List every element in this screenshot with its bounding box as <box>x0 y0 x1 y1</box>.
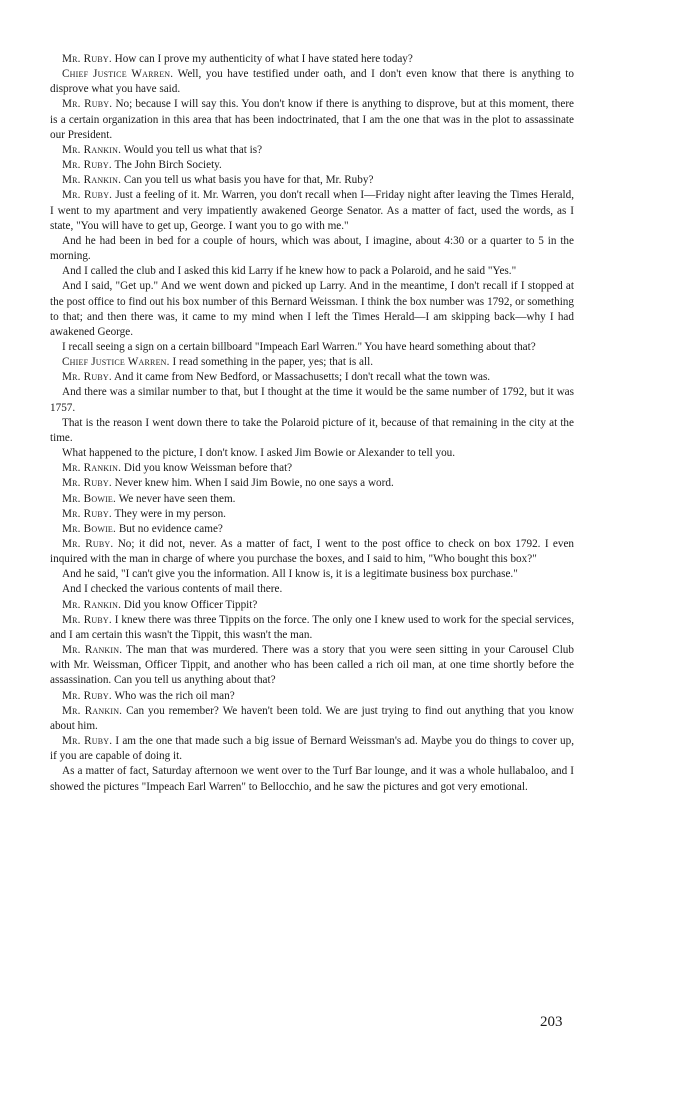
paragraph-text: Who was the rich oil man? <box>114 689 235 702</box>
testimony-paragraph <box>50 643 574 688</box>
testimony-paragraph <box>50 52 574 67</box>
paragraph-text: They were in my person. <box>114 507 226 520</box>
testimony-paragraph <box>50 67 574 97</box>
paragraph-text: Just a feeling of it. Mr. Warren, you don't recall when I—Friday night after leaving the Times Herald, I went to my apartment and very impatiently awakened George Senator. As a matter of fact, used the words, as I state, "You will have to get up, George. I want you to go with me." <box>50 189 575 232</box>
testimony-paragraph <box>50 461 574 476</box>
paragraph-text: Never knew him. When I said Jim Bowie, no one says a word. <box>114 477 394 490</box>
testimony-paragraph <box>50 522 574 537</box>
paragraph-text: As a matter of fact, Saturday afternoon we went over to the Turf Bar lounge, and it was a whole hullabaloo, and I showed the pictures "Impeach Earl Warren" to Bellocchio, and he saw the pictures and got very emotional. <box>50 765 574 793</box>
paragraph-text: And I called the club and I asked this kid Larry if he knew how to pack a Polaroid, and he said "Yes." <box>62 265 517 278</box>
testimony-paragraph <box>50 567 574 582</box>
speaker-name: Mr. Bowie. <box>62 522 117 535</box>
paragraph-text: And I said, "Get up." And we went down and picked up Larry. And in the meantime, I don't recall if I stopped at the post office to find out his box number of this Bernard Weissman. I think the box number was 1792, or something to that; and then there was, it came to my mind when I left the Times Herald—I am skipping back—why I had awakened George. <box>50 280 574 338</box>
testimony-paragraph <box>50 537 574 567</box>
testimony-text <box>50 52 574 795</box>
paragraph-text: Did you know Weissman before that? <box>123 462 293 475</box>
speaker-name: Mr. Ruby. <box>62 613 112 626</box>
speaker-name: Mr. Ruby. <box>62 189 113 202</box>
testimony-paragraph <box>50 173 574 188</box>
speaker-name: Mr. Rankin. <box>62 143 122 156</box>
paragraph-text: Can you remember? We haven't been told. We are just trying to find out anything that you know about him. <box>50 704 574 732</box>
speaker-name: Mr. Ruby. <box>62 53 112 65</box>
testimony-paragraph <box>50 143 574 158</box>
testimony-paragraph <box>50 355 574 370</box>
testimony-paragraph <box>50 507 574 522</box>
paragraph-text: No; it did not, never. As a matter of fact, I went to the post office to check on box 1792. I even inquired with the man in charge of where you purchase the boxes, and I said to him, "Who bought this box?" <box>50 538 574 566</box>
speaker-name: Mr. Ruby. <box>62 507 112 520</box>
paragraph-text: And he said, "I can't give you the information. All I know is, it is a legitimate business box purchase." <box>62 568 518 581</box>
speaker-name: Mr. Ruby. <box>62 371 112 384</box>
testimony-paragraph <box>50 385 574 415</box>
paragraph-text: No; because I will say this. You don't know if there is anything to disprove, but at this moment, there is a certain organization in this area that has been indoctrinated, that I am the one that was in the plot to assassinate our President. <box>50 98 575 141</box>
speaker-name: Mr. Rankin. <box>62 704 123 717</box>
testimony-paragraph <box>50 734 574 764</box>
speaker-name: Mr. Ruby. <box>62 159 112 172</box>
testimony-paragraph <box>50 446 574 461</box>
testimony-paragraph <box>50 158 574 173</box>
testimony-paragraph <box>50 370 574 385</box>
paragraph-text: What happened to the picture, I don't know. I asked Jim Bowie or Alexander to tell you. <box>62 447 456 460</box>
speaker-name: Chief Justice Warren. <box>62 68 174 81</box>
paragraph-text: And I checked the various contents of mail there. <box>62 583 283 596</box>
speaker-name: Mr. Ruby. <box>62 477 112 490</box>
testimony-paragraph <box>50 764 574 794</box>
paragraph-text: Did you know Officer Tippit? <box>123 598 258 611</box>
paragraph-text: We never have seen them. <box>118 492 236 505</box>
paragraph-text: Well, you have testified under oath, and I don't even know that there is anything to disprove what you have said. <box>50 68 574 96</box>
speaker-name: Mr. Rankin. <box>62 174 122 187</box>
paragraph-text: Would you tell us what that is? <box>123 143 263 156</box>
paragraph-text: And he had been in bed for a couple of hours, which was about, I imagine, about 4:30 or a quarter to 5 in the morning. <box>50 234 574 263</box>
testimony-paragraph <box>50 234 574 264</box>
speaker-name: Chief Justice Warren. <box>62 356 170 369</box>
paragraph-text: I knew there was three Tippits on the force. The only one I knew used to work for the special services, and I am certain this wasn't the Tippit, this wasn't the man. <box>50 613 574 641</box>
speaker-name: Mr. Rankin. <box>62 462 122 475</box>
speaker-name: Mr. Ruby. <box>62 98 113 111</box>
paragraph-text: I recall seeing a sign on a certain billboard "Impeach Earl Warren." You have heard something about that? <box>62 340 536 353</box>
paragraph-text: That is the reason I went down there to take the Polaroid picture of it, because of that remaining in the city at the time. <box>50 416 574 444</box>
page-number: 203 <box>540 1014 563 1030</box>
testimony-paragraph <box>50 340 574 355</box>
paragraph-text: The man that was murdered. There was a story that you were seen sitting in your Carousel Club with Mr. Weissman, Officer Tippit, and another who has been called a rich oil man, at one time shortly before the assassination. Can you tell us anything about that? <box>50 644 574 687</box>
testimony-paragraph <box>50 476 574 491</box>
testimony-paragraph <box>50 97 574 142</box>
testimony-paragraph <box>50 188 574 233</box>
testimony-paragraph <box>50 689 574 704</box>
paragraph-text: And it came from New Bedford, or Massachusetts; I don't recall what the town was. <box>114 371 491 384</box>
testimony-paragraph <box>50 416 574 446</box>
paragraph-text: And there was a similar number to that, but I thought at the time it would be the same number of 1792, but it was 1757. <box>50 386 574 414</box>
paragraph-text: But no evidence came? <box>118 522 223 535</box>
speaker-name: Mr. Bowie. <box>62 492 117 505</box>
speaker-name: Mr. Ruby. <box>62 689 112 702</box>
speaker-name: Mr. Ruby. <box>62 538 114 550</box>
paragraph-text: I am the one that made such a big issue of Bernard Weissman's ad. Maybe you do things to cover up, if you are capable of doing it. <box>50 735 574 763</box>
testimony-paragraph <box>50 264 574 279</box>
testimony-paragraph <box>50 704 574 734</box>
paragraph-text: Can you tell us what basis you have for that, Mr. Ruby? <box>123 174 374 187</box>
testimony-paragraph <box>50 279 574 340</box>
speaker-name: Mr. Rankin. <box>62 644 123 657</box>
speaker-name: Mr. Ruby. <box>62 735 113 748</box>
paragraph-text: The John Birch Society. <box>114 159 222 172</box>
testimony-paragraph <box>50 613 574 643</box>
testimony-paragraph <box>50 598 574 613</box>
paragraph-text: I read something in the paper, yes; that is all. <box>172 356 374 369</box>
speaker-name: Mr. Rankin. <box>62 598 122 611</box>
paragraph-text: How can I prove my authenticity of what I have stated here today? <box>114 53 413 65</box>
testimony-paragraph <box>50 492 574 507</box>
testimony-paragraph <box>50 582 574 597</box>
